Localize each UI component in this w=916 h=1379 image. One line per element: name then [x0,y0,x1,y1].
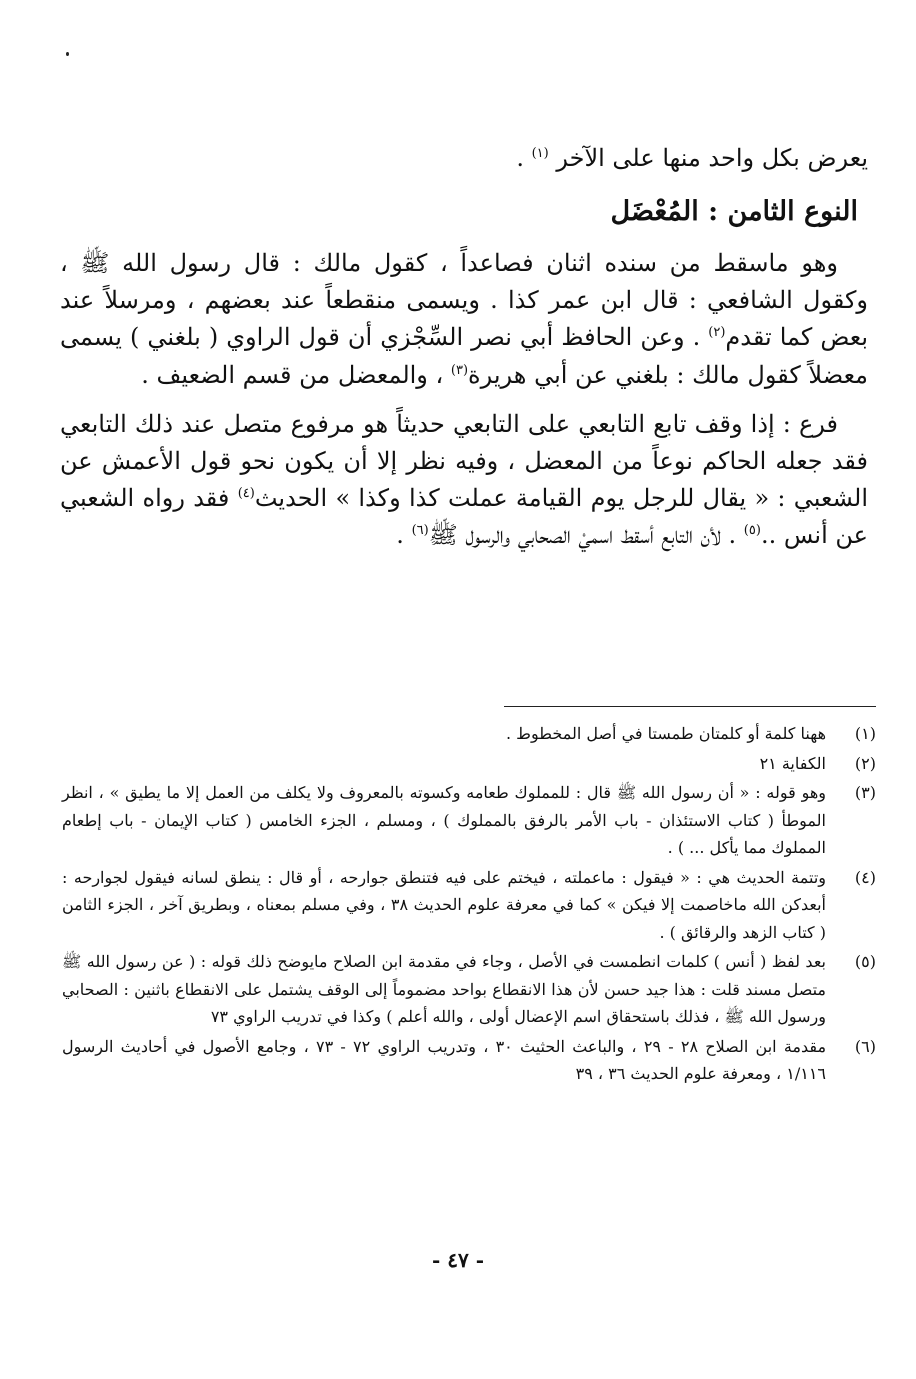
lead-line-text: يعرض بكل واحد منها على الآخر [556,144,868,172]
footnote-number: (٣) [854,783,876,803]
footnote-item [62,864,876,947]
footnote-text: وهو قوله : « أن رسول الله ﷺ قال : للمملوك طعامه وكسوته بالمعروف ولا يكلف من العمل إلا ما يطيق » ، انظر الموطأ ( كتاب الاستئذان - باب الأمر بالرفق بالمملوك ) ، ومسلم ، الجزء الخامس ( كتاب الإيمان - باب إطعام المملوك مما يأكل ... ) . [62,783,826,858]
footnote-number: (٥) [854,952,876,972]
footnote-item [62,1033,876,1088]
footnote-text: الكفاية ٢١ [759,753,826,773]
footnote-number: (١) [854,724,876,743]
footnote-number: (٤) [854,867,876,887]
footnote-text: بعد لفظ ( أنس ) كلمات انطمست في الأصل ، وجاء في مقدمة ابن الصلاح مايوضح ذلك قوله : ( عن رسول الله ﷺ متصل مسند قلت : هذا جيد حسن لأن هذا الانقطاع بواحد مضموماً إلى الوقف يشتمل على الانقطاع باثنين : الصحابي ورسول الله ﷺ ، فذلك باستحقاق اسم الإعضال أولى ، والله أعلم ) وكذا في تدريب الراوي ٧٣ [62,952,826,1027]
main-text [60,140,868,567]
page-number: - ٤٧ - [431,1248,484,1272]
footnote-number: (٢) [854,753,876,773]
para1-text-3: ، والمعضل من قسم الضعيف . [141,360,451,389]
lead-line-end: . [516,144,532,172]
para1-text-1: وهو ماسقط من سنده اثنان فصاعداً ، كقول مالك : قال رسول الله ﷺ ، وكقول الشافعي : قال ابن عمر كذا . ويسمى منقطعاً عند بعضهم ، ومرسلاً عند بعض كما تقدم [60,249,869,352]
footnote-ref-1[interactable]: (١) [531,146,549,161]
para2-text-4: . [396,521,412,550]
lead-line [60,140,868,177]
footnote-ref-2[interactable]: (٢) [708,325,726,341]
para2-text-3: . لأن التابع أسقط اسميْ الصحابي والرسول ﷺ [428,521,744,550]
footnote-ref-4[interactable]: (٤) [237,486,255,502]
paragraph-definition [60,245,868,394]
footnote-item [62,720,876,748]
footnote-text: ههنا كلمة أو كلمتان طمستا في أصل المخطوط . [506,724,826,743]
footnote-text: مقدمة ابن الصلاح ٢٨ - ٢٩ ، والباعث الحثيث ٣٠ ، وتدريب الراوي ٧٢ - ٧٣ ، وجامع الأصول في أحاديث الرسول ١/١١٦ ، ومعرفة علوم الحديث ٣٦ ، ٣٩ [62,1036,827,1084]
footnote-divider [504,706,876,707]
scan-speck [66,52,69,56]
footnote-item [62,750,876,778]
para1-text-2: . وعن الحافظ أبي نصر السِّجْزي أن قول الراوي ( بلغني ) يسمى معضلاً كقول مالك : بلغني عن أبي هريرة [60,323,868,389]
footnote-item [62,948,876,1031]
paragraph-branch [60,406,868,555]
para2-text-1: فرع : إذا وقف تابع التابعي على التابعي حديثاً هو مرفوع متصل عند ذلك التابعي فقد جعله الحاكم نوعاً من المعضل ، وفيه نظر إلا أن يكون نحو قول الأعمش عن الشعبي : « يقال للرجل يوم القيامة عملت كذا وكذا » الحديث [60,409,869,513]
footnotes [62,720,876,1090]
footnote-ref-6[interactable]: (٦) [411,523,429,539]
section-heading: النوع الثامن : المُعْضَل [610,196,858,228]
para2-text-2: فقد رواه الشعبي عن أنس .. [60,484,868,550]
footnote-ref-5[interactable]: (٥) [743,523,761,539]
footnote-ref-3[interactable]: (٣) [450,362,469,378]
footnote-number: (٦) [854,1036,876,1056]
footnote-text: وتتمة الحديث هي : « فيقول : ماعملته ، فيختم على فيه فتنطق جوارحه ، أو قال : ينطق لسانه فيقول لجوارحه : أبعدكن الله ماخاصمت إلا فيكن » كما في معرفة علوم الحديث ٣٨ ، وفي مسلم بمعناه ، وبطريق آخر ، الجزء الثامن ( كتاب الزهد والرقائق ) . [62,867,826,942]
footnote-item [62,779,876,862]
